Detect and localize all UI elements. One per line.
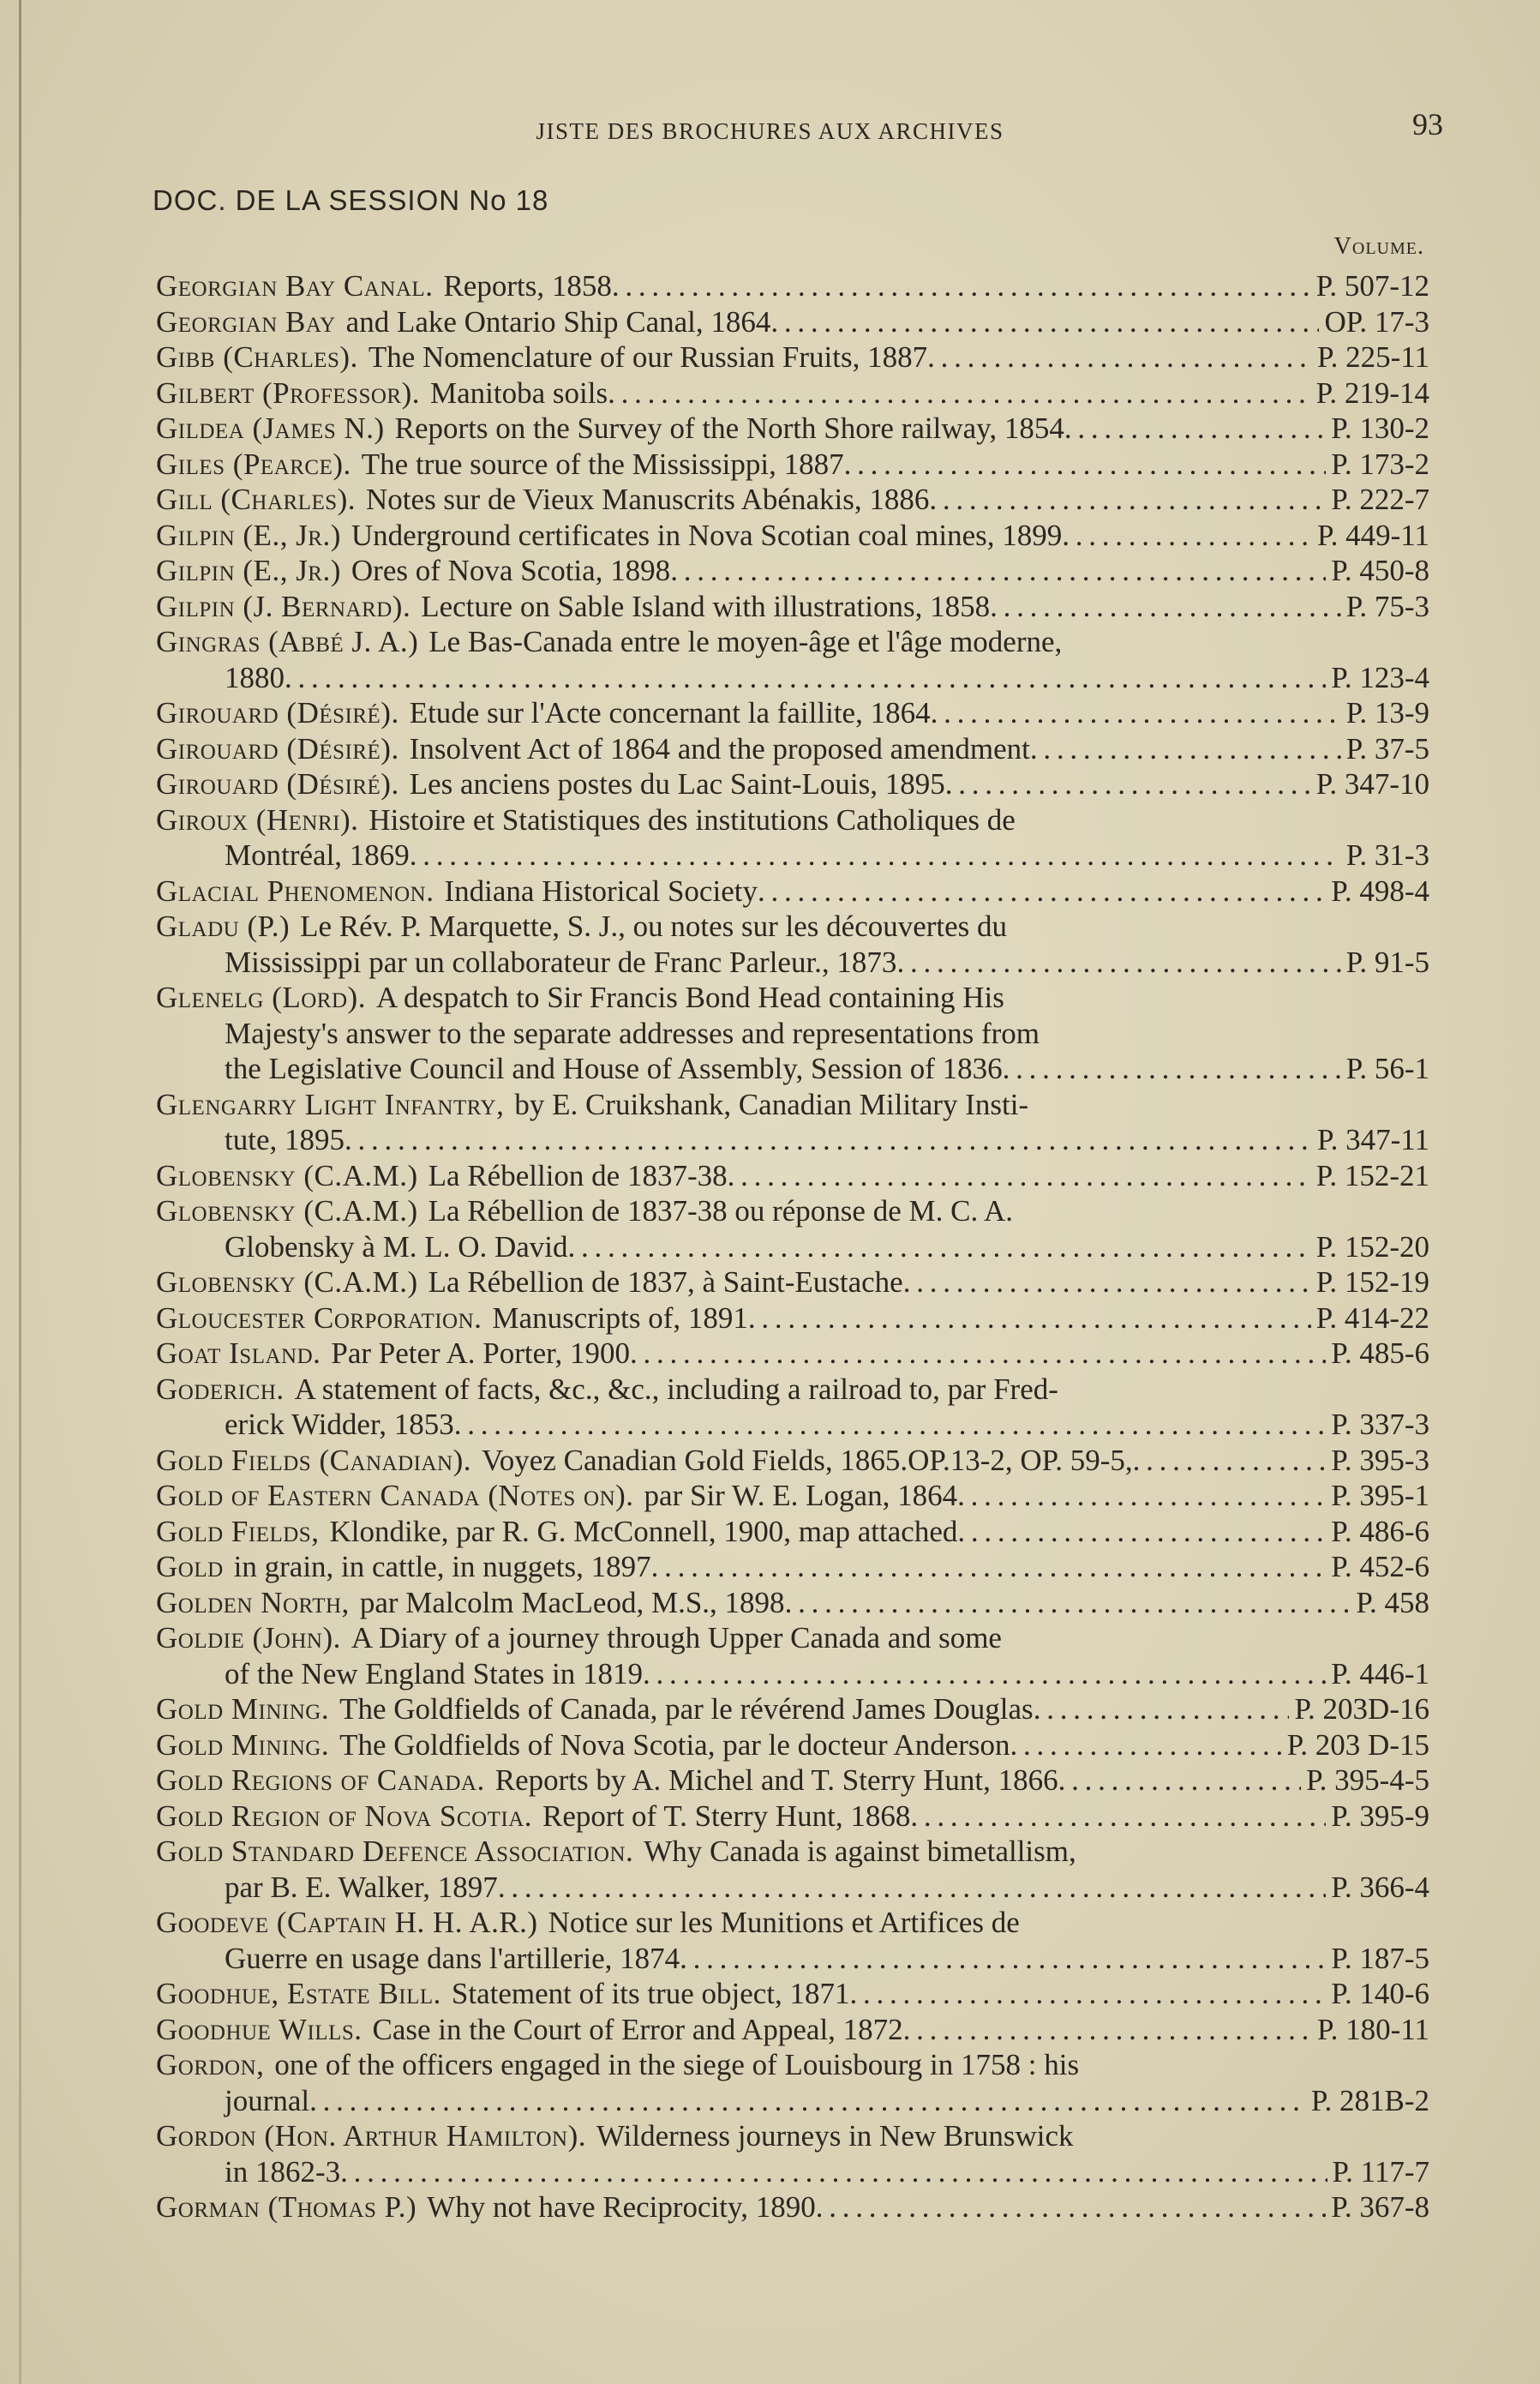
dot-leader xyxy=(850,1976,1327,2012)
dot-leader xyxy=(1062,518,1312,554)
entry-title: The Goldfields of Canada, par le révérend James Douglas xyxy=(339,1692,1034,1726)
catalogue-entry xyxy=(156,268,1429,304)
entry-line xyxy=(156,1372,1429,1408)
entry-line xyxy=(156,624,1429,660)
entry-title: Why not have Reciprocity, 1890 xyxy=(427,2190,816,2224)
volume-reference: P. 486-6 xyxy=(1331,1514,1429,1548)
entry-heading: Giroux (Henri). xyxy=(156,802,359,837)
catalogue-entry xyxy=(156,1443,1429,1479)
volume-reference: P. 130-2 xyxy=(1331,411,1429,445)
entry-line xyxy=(156,1478,1429,1514)
entry-heading: Gold Mining. xyxy=(156,1727,330,1762)
entry-line xyxy=(156,1264,1429,1300)
volume-reference: P. 450-8 xyxy=(1331,554,1429,587)
entry-heading: Gildea (James N.) xyxy=(156,411,385,445)
volume-reference: P. 140-6 xyxy=(1331,1977,1429,2010)
entry-line xyxy=(156,339,1429,375)
entry-title: Guerre en usage dans l'artillerie, 1874 xyxy=(225,1941,680,1975)
entry-heading: Gold Region of Nova Scotia. xyxy=(156,1799,533,1833)
dot-leader xyxy=(927,339,1312,375)
volume-reference: P. 173-2 xyxy=(1331,447,1429,481)
dot-leader xyxy=(844,447,1327,483)
catalogue-entry xyxy=(156,695,1429,731)
dot-leader xyxy=(340,2154,1327,2190)
catalogue-entry xyxy=(156,1264,1429,1300)
entry-line xyxy=(156,1087,1429,1123)
entry-title: in grain, in cattle, in nuggets, 1897 xyxy=(233,1550,651,1583)
dot-leader xyxy=(454,1407,1327,1443)
dot-leader xyxy=(990,589,1341,625)
entry-heading: Gladu (P.) xyxy=(156,910,291,943)
catalogue-entry xyxy=(156,909,1429,980)
volume-reference: P. 281B-2 xyxy=(1310,2083,1429,2117)
entry-line xyxy=(156,2012,1429,2048)
volume-column-heading: Volume. xyxy=(1333,233,1424,260)
entry-heading: Glenelg (Lord). xyxy=(156,981,366,1014)
entry-line xyxy=(156,1691,1429,1727)
dot-leader xyxy=(670,553,1326,589)
entry-title: Report of T. Sterry Hunt, 1868 xyxy=(542,1799,911,1833)
dot-leader xyxy=(758,874,1326,910)
entry-title: 1880 xyxy=(225,660,285,694)
entry-title: Le Bas-Canada entre le moyen-âge et l'âge moderne, xyxy=(428,625,1063,658)
volume-reference: P. 13-9 xyxy=(1345,696,1429,730)
entry-title: Par Peter A. Porter, 1900 xyxy=(331,1336,630,1370)
dot-leader xyxy=(896,945,1340,981)
entry-line xyxy=(156,802,1429,838)
dot-leader xyxy=(608,375,1311,411)
entry-heading: Gordon, xyxy=(156,2048,265,2081)
dot-leader xyxy=(1133,1443,1327,1479)
entry-heading: Girouard (Désiré). xyxy=(156,731,399,766)
volume-reference: P. 91-5 xyxy=(1345,945,1429,979)
dot-leader xyxy=(816,2189,1326,2225)
entry-line xyxy=(156,2189,1429,2225)
catalogue-entry xyxy=(156,304,1429,340)
entry-line xyxy=(156,1443,1429,1479)
entry-title: Notice sur les Munitions et Artifices de xyxy=(548,1906,1020,1939)
volume-reference: P. 347-10 xyxy=(1315,767,1429,801)
catalogue-entry xyxy=(156,1691,1429,1727)
volume-reference: P. 507-12 xyxy=(1315,269,1429,303)
entry-line xyxy=(156,1834,1429,1870)
entry-heading: Gingras (Abbé J. A.) xyxy=(156,625,419,658)
entry-heading: Gold Mining. xyxy=(156,1692,330,1726)
entry-line xyxy=(156,1762,1429,1799)
entry-title: La Rébellion de 1837-38 xyxy=(428,1158,728,1192)
binding-edge xyxy=(19,0,21,2384)
entry-title: Statement of its true object, 1871 xyxy=(451,1977,850,2010)
entry-title: and Lake Ontario Ship Canal, 1864 xyxy=(345,304,771,339)
volume-reference: P. 152-19 xyxy=(1315,1265,1429,1299)
entry-title: the Legislative Council and House of Assembly, Session of 1836 xyxy=(225,1052,1003,1085)
entry-title: Ores of Nova Scotia, 1898 xyxy=(351,554,671,587)
entry-continuation-line xyxy=(156,1941,1429,1977)
entry-title: The true source of the Mississippi, 1887 xyxy=(361,447,844,481)
catalogue-entry xyxy=(156,802,1429,874)
volume-reference: P. 337-3 xyxy=(1331,1408,1429,1441)
entry-heading: Goodhue Wills. xyxy=(156,2012,363,2046)
session-label: DOC. DE LA SESSION No 18 xyxy=(153,184,549,216)
entry-title: Case in the Court of Error and Appeal, 1872 xyxy=(372,2012,903,2046)
entry-title: Reports by A. Michel and T. Sterry Hunt, 1866 xyxy=(494,1763,1058,1797)
entry-heading: Gilbert (Professor). xyxy=(156,375,420,410)
entry-title: Le Rév. P. Marquette, S. J., ou notes sur les découvertes du xyxy=(300,910,1008,943)
entry-line xyxy=(156,1193,1429,1229)
page-number: 93 xyxy=(1412,107,1443,141)
entry-title: Majesty's answer to the separate addresses and representations from xyxy=(225,1016,1040,1050)
entry-line xyxy=(156,304,1429,340)
entry-heading: Girouard (Désiré). xyxy=(156,696,399,730)
volume-reference: P. 180-11 xyxy=(1317,2012,1429,2046)
entry-title: Lecture on Sable Island with illustrations, 1858 xyxy=(421,589,991,623)
catalogue-entry xyxy=(156,624,1429,695)
entry-heading: Gold Fields (Canadian). xyxy=(156,1443,472,1477)
catalogue-entry xyxy=(156,980,1429,1087)
volume-reference: P. 485-6 xyxy=(1331,1336,1429,1370)
entry-title: Manuscripts of, 1891 xyxy=(492,1300,748,1335)
entry-line xyxy=(156,1585,1429,1621)
entry-line xyxy=(156,375,1429,411)
dot-leader xyxy=(630,1336,1326,1372)
catalogue-entry xyxy=(156,1478,1429,1514)
catalogue-entry xyxy=(156,1976,1429,2012)
entry-heading: Gill (Charles). xyxy=(156,483,357,516)
entry-line xyxy=(156,1727,1429,1763)
dot-leader xyxy=(1003,1051,1341,1087)
volume-reference: OP. 17-3 xyxy=(1324,304,1429,339)
entry-heading: Georgian Bay xyxy=(156,304,336,339)
volume-reference: P. 152-20 xyxy=(1315,1229,1429,1264)
entry-heading: Gold xyxy=(156,1550,224,1583)
entry-continuation-line xyxy=(156,1229,1429,1265)
catalogue-entry xyxy=(156,2047,1429,2118)
entry-heading: Goderich. xyxy=(156,1372,285,1406)
dot-leader xyxy=(931,695,1341,731)
entry-line xyxy=(156,268,1429,304)
volume-reference: P. 452-6 xyxy=(1331,1550,1429,1583)
entry-heading: Gordon (Hon. Arthur Hamilton). xyxy=(156,2119,586,2153)
entry-line xyxy=(156,1514,1429,1550)
entry-heading: Globensky (C.A.M.) xyxy=(156,1265,418,1299)
dot-leader xyxy=(1030,731,1341,767)
volume-reference: P. 449-11 xyxy=(1317,518,1429,552)
catalogue-entry xyxy=(156,1193,1429,1264)
entry-title: journal xyxy=(225,2083,310,2117)
volume-reference: P. 152-21 xyxy=(1315,1158,1429,1192)
entry-continuation-line xyxy=(156,945,1429,981)
catalogue-entry xyxy=(156,766,1429,802)
catalogue-entry xyxy=(156,1514,1429,1550)
entry-heading: Glengarry Light Infantry, xyxy=(156,1087,505,1121)
entry-line xyxy=(156,2047,1429,2083)
entry-line xyxy=(156,1976,1429,2012)
dot-leader xyxy=(910,1799,1326,1835)
dot-leader xyxy=(903,2012,1312,2048)
entry-heading: Goodhue, Estate Bill. xyxy=(156,1977,441,2010)
entry-title: La Rébellion de 1837, à Saint-Eustache xyxy=(428,1265,903,1299)
entry-heading: Glacial Phenomenon. xyxy=(156,874,434,908)
volume-reference: P. 31-3 xyxy=(1345,838,1429,872)
dot-leader xyxy=(345,1122,1312,1158)
catalogue-entry xyxy=(156,1087,1429,1158)
entry-heading: Gloucester Corporation. xyxy=(156,1300,482,1335)
volume-reference: P. 219-14 xyxy=(1315,375,1429,410)
volume-reference: P. 366-4 xyxy=(1331,1870,1429,1904)
catalogue-entry xyxy=(156,2012,1429,2048)
volume-reference: P. 37-5 xyxy=(1345,731,1429,766)
entry-continuation-line xyxy=(156,2083,1429,2119)
volume-reference: P. 446-1 xyxy=(1331,1656,1429,1690)
catalogue-entry xyxy=(156,2189,1429,2225)
dot-leader xyxy=(957,1514,1326,1550)
entry-heading: Gold Regions of Canada. xyxy=(156,1763,485,1797)
dot-leader xyxy=(957,1478,1326,1514)
entry-continuation-line xyxy=(156,1870,1429,1906)
dot-leader xyxy=(309,2083,1306,2119)
dot-leader xyxy=(285,660,1326,696)
catalogue-entry xyxy=(156,1372,1429,1443)
entry-title: Notes sur de Vieux Manuscrits Abénakis, 1886 xyxy=(366,483,930,516)
catalogue-entry xyxy=(156,1799,1429,1835)
entry-heading: Georgian Bay Canal. xyxy=(156,269,434,303)
entry-continuation-line xyxy=(156,1051,1429,1087)
entry-list xyxy=(156,268,1429,2225)
entry-continuation-line xyxy=(156,838,1429,874)
volume-reference: P. 395-9 xyxy=(1331,1799,1429,1833)
volume-reference: P. 123-4 xyxy=(1331,660,1429,694)
entry-line xyxy=(156,1549,1429,1585)
catalogue-entry xyxy=(156,339,1429,375)
catalogue-entry xyxy=(156,2118,1429,2189)
catalogue-entry xyxy=(156,1762,1429,1799)
dot-leader xyxy=(410,838,1341,874)
volume-reference: P. 395-4-5 xyxy=(1306,1763,1429,1797)
entry-line xyxy=(156,909,1429,945)
entry-title: Globensky à M. L. O. David xyxy=(225,1229,568,1264)
entry-title: Les anciens postes du Lac Saint-Louis, 1895 xyxy=(409,767,945,801)
entry-line xyxy=(156,731,1429,767)
volume-reference: P. 458 xyxy=(1356,1585,1429,1619)
entry-title: Reports, 1858 xyxy=(443,269,612,303)
catalogue-entry xyxy=(156,1336,1429,1372)
dot-leader xyxy=(748,1300,1311,1336)
dot-leader xyxy=(770,304,1319,340)
entry-line xyxy=(156,2118,1429,2154)
entry-title: A Diary of a journey through Upper Canada and some xyxy=(351,1621,1002,1654)
entry-line xyxy=(156,411,1429,447)
entry-line xyxy=(156,518,1429,554)
dot-leader xyxy=(568,1229,1311,1265)
entry-line xyxy=(156,1799,1429,1835)
catalogue-entry xyxy=(156,1549,1429,1585)
entry-line xyxy=(156,447,1429,483)
volume-reference: P. 117-7 xyxy=(1332,2154,1429,2189)
catalogue-entry xyxy=(156,518,1429,554)
catalogue-entry xyxy=(156,1300,1429,1336)
running-title: JISTE DES BROCHURES AUX ARCHIVES xyxy=(536,118,1004,144)
entry-heading: Gilpin (E., Jr.) xyxy=(156,554,341,587)
entry-heading: Gilpin (E., Jr.) xyxy=(156,518,341,552)
catalogue-entry xyxy=(156,411,1429,447)
dot-leader xyxy=(643,1656,1326,1692)
dot-leader xyxy=(612,268,1311,304)
catalogue-entry xyxy=(156,1158,1429,1194)
dot-leader xyxy=(1034,1691,1290,1727)
entry-title: The Nomenclature of our Russian Fruits, 1887 xyxy=(368,340,928,374)
entry-title: Montréal, 1869 xyxy=(225,838,410,872)
volume-reference: P. 187-5 xyxy=(1331,1941,1429,1975)
entry-continuation-line xyxy=(156,1016,1429,1052)
dot-leader xyxy=(728,1158,1311,1194)
entry-title: Histoire et Statistiques des institutions Catholiques de xyxy=(369,802,1016,837)
entry-line xyxy=(156,766,1429,802)
entry-line xyxy=(156,980,1429,1016)
entry-title: Wilderness journeys in New Brunswick xyxy=(596,2119,1074,2153)
entry-title: tute, 1895 xyxy=(225,1123,345,1156)
entry-line xyxy=(156,482,1429,518)
entry-title: Insolvent Act of 1864 and the proposed amendment xyxy=(409,731,1030,766)
entry-heading: Gibb (Charles). xyxy=(156,340,358,374)
entry-title: The Goldfields of Nova Scotia, par le docteur Anderson xyxy=(339,1727,1010,1762)
entry-line xyxy=(156,1905,1429,1941)
volume-reference: P. 498-4 xyxy=(1331,874,1429,908)
entry-line xyxy=(156,1300,1429,1336)
entry-title: La Rébellion de 1837-38 ou réponse de M. C. A. xyxy=(428,1194,1014,1228)
entry-heading: Gold Standard Defence Association. xyxy=(156,1835,634,1868)
entry-continuation-line xyxy=(156,2154,1429,2190)
entry-title: erick Widder, 1853 xyxy=(225,1408,454,1441)
catalogue-entry xyxy=(156,874,1429,910)
entry-title: of the New England States in 1819 xyxy=(225,1656,643,1690)
entry-title: Reports on the Survey of the North Shore railway, 1854 xyxy=(394,411,1064,445)
entry-title: Indiana Historical Society xyxy=(444,874,758,908)
entry-title: Underground certificates in Nova Scotian coal mines, 1899 xyxy=(351,518,1063,552)
catalogue-entry xyxy=(156,1620,1429,1691)
entry-line xyxy=(156,553,1429,589)
volume-reference: P. 347-11 xyxy=(1317,1123,1429,1156)
catalogue-entry xyxy=(156,1834,1429,1905)
entry-heading: Gold Fields, xyxy=(156,1514,320,1548)
entry-line xyxy=(156,874,1429,910)
entry-line xyxy=(156,1620,1429,1656)
catalogue-entry xyxy=(156,1585,1429,1621)
entry-heading: Globensky (C.A.M.) xyxy=(156,1194,418,1228)
entry-line xyxy=(156,589,1429,625)
entry-line xyxy=(156,695,1429,731)
dot-leader xyxy=(1058,1762,1302,1799)
entry-heading: Globensky (C.A.M.) xyxy=(156,1158,418,1192)
entry-heading: Goat Island. xyxy=(156,1336,321,1370)
entry-title: A statement of facts, &c., &c., including a railroad to, par Fred- xyxy=(294,1372,1058,1406)
entry-title: Manitoba soils xyxy=(429,375,608,410)
entry-title: par B. E. Walker, 1897 xyxy=(225,1870,498,1904)
entry-heading: Gold of Eastern Canada (Notes on). xyxy=(156,1479,634,1512)
volume-reference: P. 203 D-15 xyxy=(1286,1727,1429,1762)
entry-title: Klondike, par R. G. McConnell, 1900, map attached xyxy=(329,1514,958,1548)
catalogue-entry xyxy=(156,731,1429,767)
catalogue-entry xyxy=(156,589,1429,625)
volume-reference: P. 414-22 xyxy=(1315,1300,1429,1335)
entry-heading: Gilpin (J. Bernard). xyxy=(156,589,411,623)
entry-heading: Gorman (Thomas P.) xyxy=(156,2190,417,2224)
entry-continuation-line xyxy=(156,660,1429,696)
catalogue-entry xyxy=(156,1905,1429,1976)
dot-leader xyxy=(651,1549,1327,1585)
dot-leader xyxy=(945,766,1311,802)
entry-continuation-line xyxy=(156,1407,1429,1443)
volume-reference: P. 395-3 xyxy=(1331,1443,1429,1477)
dot-leader xyxy=(929,482,1326,518)
entry-title: by E. Cruikshank, Canadian Military Insti- xyxy=(514,1087,1029,1121)
volume-reference: P. 75-3 xyxy=(1345,589,1429,623)
dot-leader xyxy=(1064,411,1326,447)
volume-reference: P. 395-1 xyxy=(1331,1479,1429,1512)
entry-heading: Goldie (John). xyxy=(156,1621,341,1654)
entry-heading: Goodeve (Captain H. H. A.R.) xyxy=(156,1906,538,1939)
entry-title: Why Canada is against bimetallism, xyxy=(644,1835,1076,1868)
catalogue-entry xyxy=(156,375,1429,411)
entry-title: par Malcolm MacLeod, M.S., 1898 xyxy=(359,1585,785,1619)
volume-reference: P. 367-8 xyxy=(1331,2190,1429,2224)
volume-reference: P. 222-7 xyxy=(1331,483,1429,516)
entry-heading: Golden North, xyxy=(156,1585,350,1619)
entry-title: Voyez Canadian Gold Fields, 1865.OP.13-2, OP. 59-5, xyxy=(482,1443,1133,1477)
dot-leader xyxy=(498,1870,1326,1906)
entry-title: one of the officers engaged in the siege of Louisbourg in 1758 : his xyxy=(274,2048,1080,2081)
entry-heading: Giles (Pearce). xyxy=(156,447,351,481)
volume-reference: P. 203D-16 xyxy=(1294,1692,1429,1726)
entry-title: in 1862-3 xyxy=(225,2154,341,2189)
catalogue-entry xyxy=(156,553,1429,589)
entry-continuation-line xyxy=(156,1122,1429,1158)
dot-leader xyxy=(1010,1727,1282,1763)
entry-continuation-line xyxy=(156,1656,1429,1692)
entry-title: Etude sur l'Acte concernant la faillite, 1864 xyxy=(409,696,931,730)
entry-line xyxy=(156,1158,1429,1194)
catalogue-entry xyxy=(156,1727,1429,1763)
entry-title: par Sir W. E. Logan, 1864 xyxy=(644,1479,958,1512)
entry-line xyxy=(156,1336,1429,1372)
dot-leader xyxy=(680,1941,1326,1977)
volume-reference: P. 225-11 xyxy=(1317,340,1429,374)
entry-title: A despatch to Sir Francis Bond Head containing His xyxy=(375,981,1004,1014)
dot-leader xyxy=(903,1264,1311,1300)
entry-title: Mississippi par un collaborateur de Franc Parleur., 1873 xyxy=(225,945,897,979)
volume-reference: P. 56-1 xyxy=(1345,1052,1429,1085)
catalogue-entry xyxy=(156,482,1429,518)
entry-heading: Girouard (Désiré). xyxy=(156,767,399,801)
dot-leader xyxy=(785,1585,1351,1621)
catalogue-entry xyxy=(156,447,1429,483)
